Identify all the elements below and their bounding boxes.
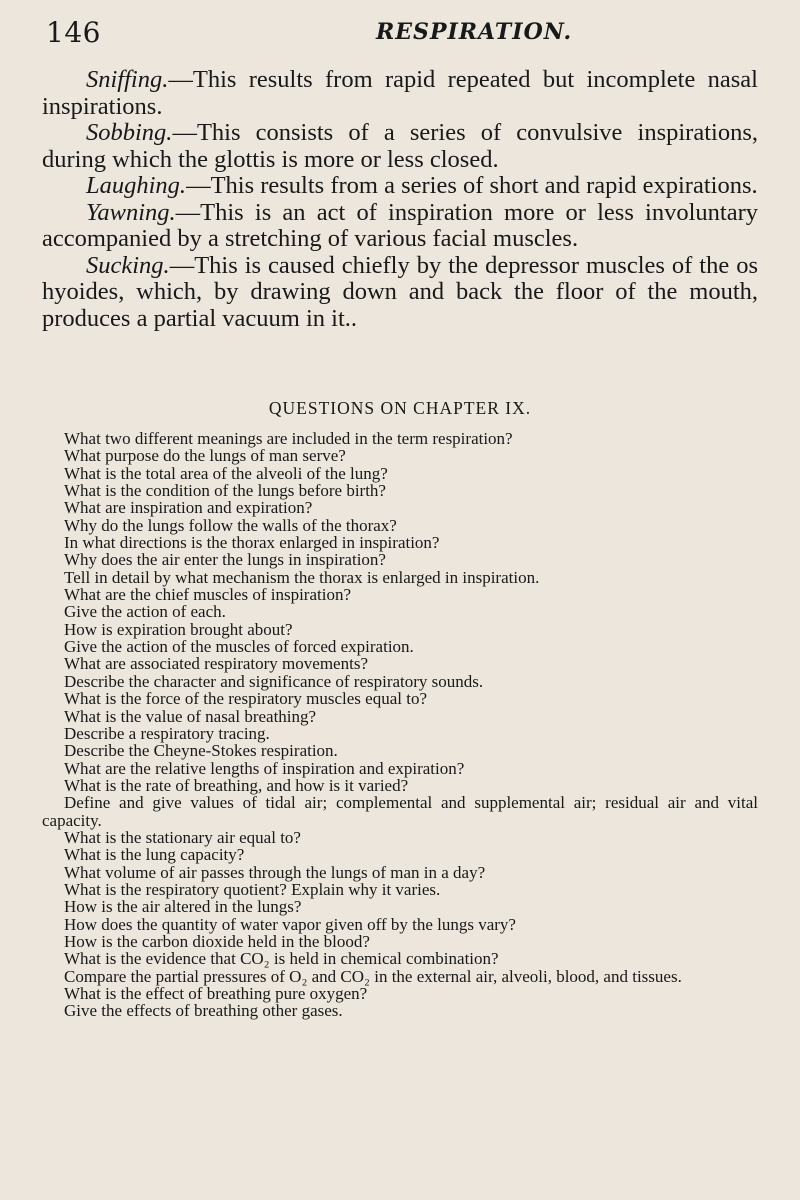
term-sniffing: Sniffing.: [86, 66, 169, 93]
question-item: What is the value of nasal breathing?: [64, 706, 317, 726]
page-header: [46, 14, 754, 58]
paragraph-laughing: [42, 173, 758, 200]
paragraph-sniffing: [42, 67, 758, 120]
question-item: What are the relative lengths of inspiration and expiration?: [64, 758, 465, 778]
question-item: What is the lung capacity?: [64, 845, 245, 865]
question-item: How is the air altered in the lungs?: [64, 897, 302, 917]
question-item: Compare the partial pressures of O₂ and CO₂ in the external air, alveoli, blood, and tissues.: [64, 966, 682, 986]
question-item: How does the quantity of water vapor given off by the lungs vary?: [64, 914, 516, 934]
term-sobbing: Sobbing.: [86, 119, 173, 146]
question-item: What purpose do the lungs of man serve?: [64, 446, 346, 466]
question-item: In what directions is the thorax enlarged in inspiration?: [64, 533, 440, 553]
question-item: Give the action of each.: [64, 602, 226, 622]
question-item: Describe a respiratory tracing.: [64, 723, 270, 743]
question-item: How is expiration brought about?: [64, 619, 293, 639]
questions-heading: QUESTIONS ON CHAPTER IX.: [268, 398, 532, 418]
question-item: Why does the air enter the lungs in inspiration?: [64, 550, 386, 570]
questions-list: [42, 430, 758, 1020]
paragraph-sobbing: [42, 120, 758, 173]
question-item: What are associated respiratory movements?: [64, 654, 368, 674]
page-number: 146: [46, 16, 101, 49]
paragraph-text: —This results from rapid repeated but incomplete nasal inspirations.: [42, 66, 758, 120]
question-item: What is the total area of the alveoli of the lung?: [64, 463, 388, 483]
question-item: What volume of air passes through the lungs of man in a day?: [64, 862, 486, 882]
question-item: What is the force of the respiratory muscles equal to?: [64, 689, 428, 709]
question-item: Define and give values of tidal air; complemental and supplemental air; residual air and vital capacity.: [42, 793, 758, 830]
question-item: Describe the character and significance of respiratory sounds.: [64, 671, 484, 691]
question-item: Give the effects of breathing other gases.: [64, 1001, 343, 1021]
question-item: Describe the Cheyne-Stokes respiration.: [64, 741, 338, 761]
question-item: How is the carbon dioxide held in the blood?: [64, 931, 370, 951]
question-item: What is the condition of the lungs before birth?: [64, 481, 386, 501]
question-item: Why do the lungs follow the walls of the thorax?: [64, 515, 397, 535]
running-title: RESPIRATION.: [376, 19, 573, 45]
question-item: Give the action of the muscles of forced expiration.: [64, 637, 414, 657]
question-item: What is the rate of breathing, and how is it varied?: [64, 775, 409, 795]
paragraph-text: —This is caused chiefly by the depressor muscles of the os hyoides, which, by drawing down and back the floor of the mouth, produces a partial vacuum in it..: [42, 251, 758, 332]
paragraph-sucking: [42, 253, 758, 333]
question-item: What is the stationary air equal to?: [64, 827, 301, 847]
question-item: Tell in detail by what mechanism the thorax is enlarged in inspiration.: [64, 567, 540, 587]
question-item: What is the effect of breathing pure oxygen?: [64, 984, 368, 1003]
paragraph-text: —This consists of a series of convulsive inspirations, during which the glottis is more or less closed.: [42, 119, 758, 173]
term-laughing: Laughing.: [86, 172, 187, 199]
body-text: [42, 67, 758, 332]
term-sucking: Sucking.: [86, 251, 170, 279]
question-item: What are the chief muscles of inspiration?: [64, 585, 351, 605]
question-item: What is the evidence that CO₂ is held in chemical combination?: [64, 949, 499, 969]
question-item: What two different meanings are included in the term respiration?: [64, 429, 513, 448]
paragraph-text: —This is an act of inspiration more or less involuntary accompanied by a stretching of various facial muscles.: [42, 198, 758, 252]
question-item: What is the respiratory quotient? Explain why it varies.: [64, 879, 441, 899]
term-yawning: Yawning.: [86, 198, 176, 226]
question-item: What are inspiration and expiration?: [64, 498, 313, 518]
paragraph-yawning: [42, 200, 758, 253]
paragraph-text: —This results from a series of short and rapid expirations.: [186, 172, 758, 199]
